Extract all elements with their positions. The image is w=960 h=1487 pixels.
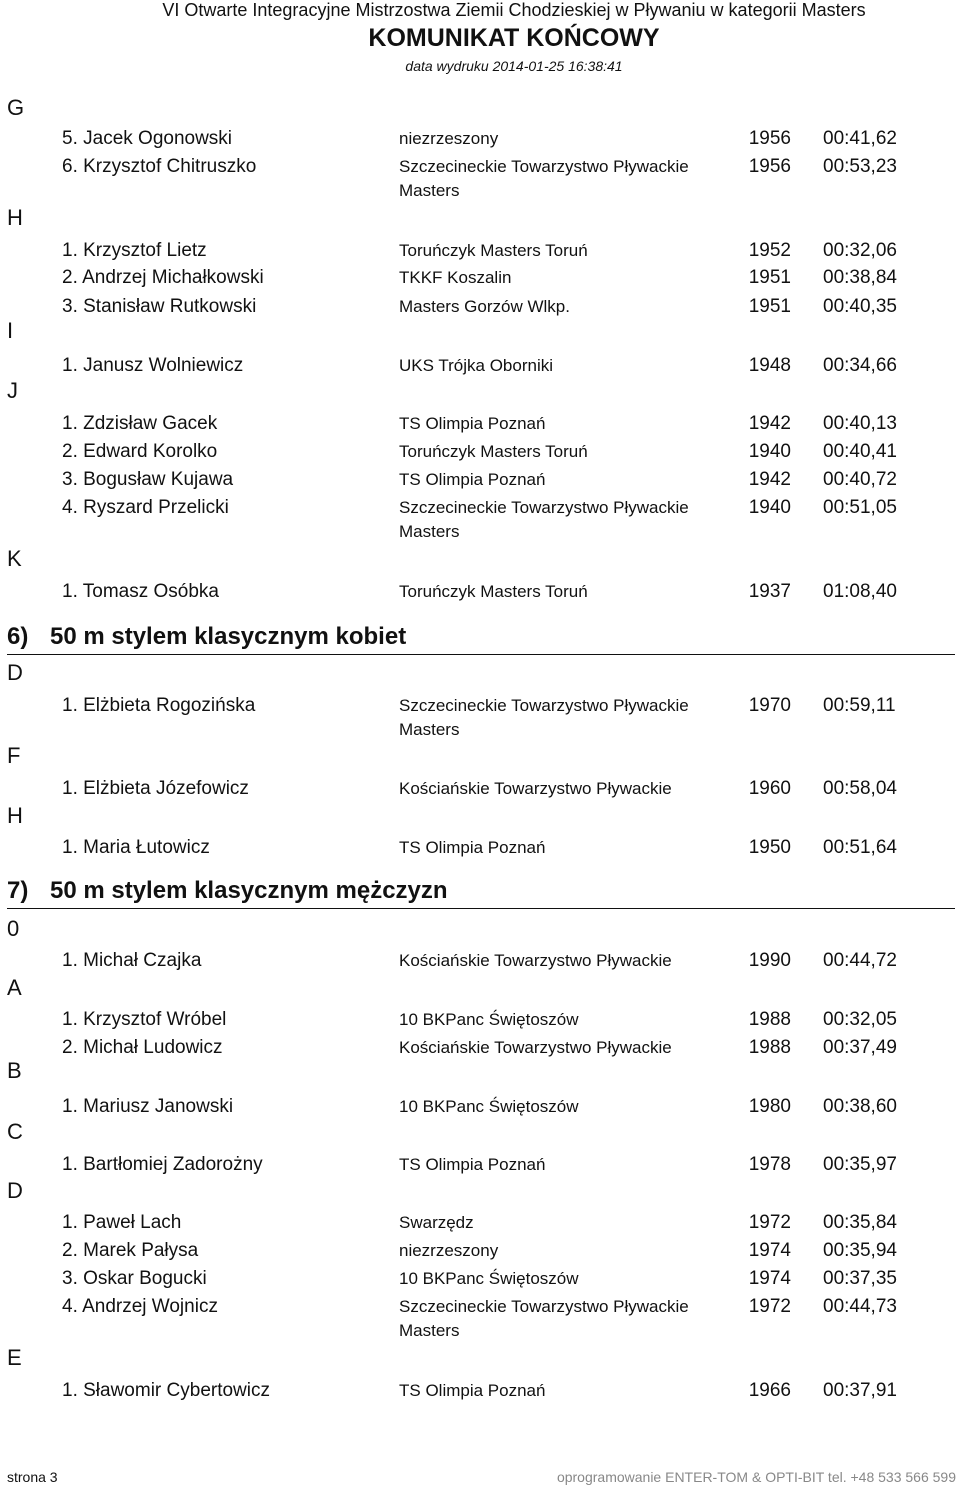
software-credit: oprogramowanie ENTER-TOM & OPTI-BIT tel. +48 533 566 599: [556, 1469, 956, 1485]
result-row: [0, 1095, 960, 1123]
swimmer-name: 1. Krzysztof Lietz: [62, 240, 207, 261]
swimmer-name: 1. Janusz Wolniewicz: [62, 355, 244, 376]
swimmer-name: 3. Oskar Bogucki: [62, 1268, 207, 1289]
birth-year: 1988: [748, 1009, 791, 1030]
result-row: [0, 1267, 960, 1295]
page-number: strona 3: [7, 1469, 58, 1485]
result-time: 00:37,35: [823, 1268, 897, 1289]
result-row: [0, 1211, 960, 1239]
result-time: 00:32,06: [823, 240, 897, 261]
category-label: G: [7, 95, 25, 120]
result-row: [0, 580, 960, 608]
swimmer-name: 3. Stanisław Rutkowski: [62, 296, 257, 317]
swimmer-name: 4. Ryszard Przelicki: [62, 497, 229, 518]
document-subtitle: KOMUNIKAT KOŃCOWY: [368, 24, 660, 52]
result-time: 00:32,05: [823, 1009, 897, 1030]
club-name: TS Olimpia Poznań: [399, 470, 546, 489]
result-row: [0, 949, 960, 977]
result-row: [0, 496, 960, 541]
club-name: 10 BKPanc Świętoszów: [399, 1010, 579, 1029]
birth-year: 1951: [748, 296, 791, 317]
club-name: Toruńczyk Masters Toruń: [399, 582, 588, 601]
event-heading: [7, 876, 955, 909]
birth-year: 1988: [748, 1037, 791, 1058]
swimmer-name: 5. Jacek Ogonowski: [62, 128, 233, 149]
category-label: B: [7, 1058, 22, 1083]
swimmer-name: 1. Elżbieta Rogozińska: [62, 695, 256, 716]
category-label: H: [7, 803, 23, 828]
swimmer-name: 2. Andrzej Michałkowski: [62, 267, 264, 288]
result-time: 00:37,49: [823, 1037, 897, 1058]
result-time: 00:44,73: [823, 1296, 897, 1317]
club-name: Szczecineckie Towarzystwo Pływackie Masters: [399, 1297, 689, 1340]
result-row: [0, 354, 960, 382]
club-name: Kościańskie Towarzystwo Pływackie: [399, 779, 672, 798]
swimmer-name: 1. Michał Czajka: [62, 950, 202, 971]
birth-year: 1940: [748, 441, 791, 462]
result-time: 00:59,11: [823, 695, 896, 716]
swimmer-name: 2. Marek Pałysa: [62, 1240, 199, 1261]
result-row: [0, 1153, 960, 1181]
club-name: Szczecineckie Towarzystwo Pływackie Masters: [399, 498, 689, 541]
swimmer-name: 1. Elżbieta Józefowicz: [62, 778, 249, 799]
result-row: [0, 440, 960, 468]
club-name: Szczecineckie Towarzystwo Pływackie Masters: [399, 696, 689, 739]
birth-year: 1950: [748, 837, 791, 858]
club-name: TKKF Koszalin: [399, 268, 512, 287]
club-name: UKS Trójka Oborniki: [399, 356, 553, 375]
event-name: 50 m stylem klasycznym mężczyzn: [50, 877, 448, 904]
birth-year: 1937: [748, 581, 791, 602]
result-row: [0, 127, 960, 155]
birth-year: 1942: [748, 413, 791, 434]
result-time: 00:38,60: [823, 1096, 897, 1117]
result-time: 00:40,72: [823, 469, 897, 490]
swimmer-name: 6. Krzysztof Chitruszko: [62, 156, 257, 177]
result-time: 00:34,66: [823, 355, 897, 376]
birth-year: 1960: [748, 778, 791, 799]
category-label: K: [7, 546, 22, 571]
result-row: [0, 295, 960, 323]
result-time: 00:35,84: [823, 1212, 897, 1233]
swimmer-name: 2. Michał Ludowicz: [62, 1037, 223, 1058]
club-name: Szczecineckie Towarzystwo Pływackie Masters: [399, 157, 689, 200]
category-label: H: [7, 205, 23, 230]
birth-year: 1942: [748, 469, 791, 490]
result-row: [0, 412, 960, 440]
result-row: [0, 836, 960, 864]
birth-year: 1951: [748, 267, 791, 288]
club-name: Toruńczyk Masters Toruń: [399, 442, 588, 461]
birth-year: 1940: [748, 497, 791, 518]
result-time: 00:40,35: [823, 296, 897, 317]
category-label: A: [7, 975, 22, 1000]
result-row: [0, 1295, 960, 1340]
result-row: [0, 1036, 960, 1064]
birth-year: 1978: [748, 1154, 791, 1175]
birth-year: 1952: [748, 240, 791, 261]
event-number: 7): [7, 877, 29, 904]
swimmer-name: 3. Bogusław Kujawa: [62, 469, 234, 490]
birth-year: 1980: [748, 1096, 791, 1117]
result-time: 00:35,97: [823, 1154, 897, 1175]
event-heading: [7, 622, 955, 655]
swimmer-name: 1. Maria Łutowicz: [62, 837, 210, 858]
birth-year: 1956: [748, 156, 791, 177]
birth-year: 1956: [748, 128, 791, 149]
result-time: 00:37,91: [823, 1380, 897, 1401]
result-row: [0, 468, 960, 496]
swimmer-name: 1. Paweł Lach: [62, 1212, 182, 1233]
birth-year: 1948: [748, 355, 791, 376]
club-name: Kościańskie Towarzystwo Pływackie: [399, 1038, 672, 1057]
category-label: D: [7, 660, 23, 685]
birth-year: 1966: [748, 1380, 791, 1401]
club-name: Swarzędz: [399, 1213, 474, 1232]
club-name: Masters Gorzów Wlkp.: [399, 297, 570, 316]
birth-year: 1970: [748, 695, 791, 716]
result-row: [0, 1239, 960, 1267]
swimmer-name: 1. Mariusz Janowski: [62, 1096, 234, 1117]
club-name: niezrzeszony: [399, 129, 499, 148]
swimmer-name: 2. Edward Korolko: [62, 441, 218, 462]
result-row: [0, 1379, 960, 1407]
result-time: 00:51,64: [823, 837, 897, 858]
club-name: TS Olimpia Poznań: [399, 838, 546, 857]
event-name: 50 m stylem klasycznym kobiet: [50, 623, 407, 650]
category-label: F: [7, 743, 21, 768]
club-name: 10 BKPanc Świętoszów: [399, 1097, 579, 1116]
birth-year: 1990: [748, 950, 791, 971]
birth-year: 1974: [748, 1268, 791, 1289]
club-name: Kościańskie Towarzystwo Pływackie: [399, 951, 672, 970]
swimmer-name: 1. Sławomir Cybertowicz: [62, 1380, 270, 1401]
result-row: [0, 694, 960, 739]
birth-year: 1972: [748, 1296, 791, 1317]
result-time: 00:44,72: [823, 950, 897, 971]
club-name: TS Olimpia Poznań: [399, 414, 546, 433]
result-time: 00:40,13: [823, 413, 897, 434]
result-time: 00:51,05: [823, 497, 897, 518]
swimmer-name: 1. Bartłomiej Zadorożny: [62, 1154, 263, 1175]
swimmer-name: 1. Krzysztof Wróbel: [62, 1009, 227, 1030]
club-name: TS Olimpia Poznań: [399, 1155, 546, 1174]
category-label: 0: [7, 916, 20, 941]
print-date: data wydruku 2014-01-25 16:38:41: [405, 58, 623, 74]
result-row: [0, 266, 960, 294]
swimmer-name: 1. Zdzisław Gacek: [62, 413, 218, 434]
result-time: 00:41,62: [823, 128, 897, 149]
result-time: 00:35,94: [823, 1240, 897, 1261]
category-label: J: [7, 378, 18, 403]
category-label: D: [7, 1178, 23, 1203]
swimmer-name: 4. Andrzej Wojnicz: [62, 1296, 218, 1317]
result-time: 00:38,84: [823, 267, 897, 288]
swimmer-name: 1. Tomasz Osóbka: [62, 581, 220, 602]
result-row: [0, 777, 960, 805]
result-time: 00:58,04: [823, 778, 897, 799]
club-name: TS Olimpia Poznań: [399, 1381, 546, 1400]
birth-year: 1972: [748, 1212, 791, 1233]
category-label: E: [7, 1345, 22, 1370]
result-time: 00:53,23: [823, 156, 897, 177]
result-row: [0, 155, 960, 200]
category-label: I: [7, 318, 14, 343]
result-time: 01:08,40: [823, 581, 897, 602]
club-name: Toruńczyk Masters Toruń: [399, 241, 588, 260]
birth-year: 1974: [748, 1240, 791, 1261]
event-number: 6): [7, 623, 29, 650]
competition-title: VI Otwarte Integracyjne Mistrzostwa Ziemii Chodzieskiej w Pływaniu w kategorii Masters: [162, 0, 866, 20]
category-label: C: [7, 1119, 23, 1144]
result-row: [0, 239, 960, 267]
result-time: 00:40,41: [823, 441, 897, 462]
club-name: 10 BKPanc Świętoszów: [399, 1269, 579, 1288]
result-row: [0, 1008, 960, 1036]
club-name: niezrzeszony: [399, 1241, 499, 1260]
